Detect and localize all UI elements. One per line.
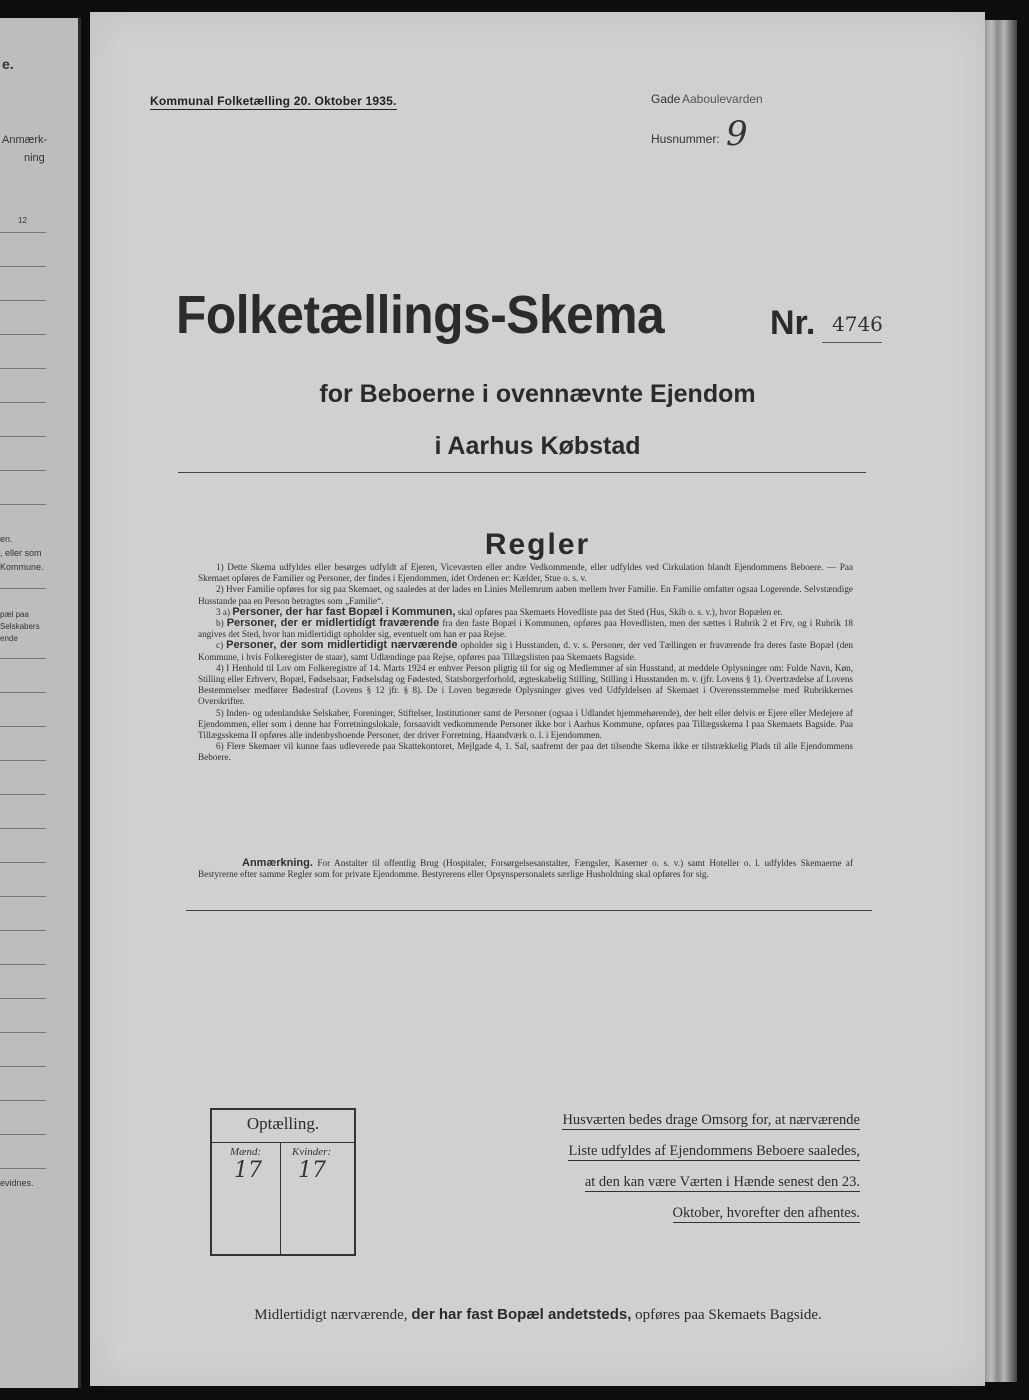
left-page-fragment: Anmærk-	[2, 134, 48, 146]
instruction-line: Liste udfyldes af Ejendommens Beboere saaledes,	[568, 1143, 860, 1159]
subtitle-line-1: for Beboerne i ovennævnte Ejendom	[319, 380, 756, 408]
instruction-line: at den kan være Værten i Hænde senest den 23.	[584, 1174, 860, 1190]
rule-4: 4) I Henhold til Lov om Folkeregistre af 14. Marts 1924 er enhver Person pligtig til for sig og Medlemmer af sin Husstand, at meddele Oplysninger om: Fulde Navn, Køn, Stilling eller Erhverv, Bopæl, Fødselsaar, Fødselsdag og Fødested, Statsborgerforhold, ægteskabelig Stilling, Stilling i Husstanden m. v. (jfr. Lovens § 1). Overtrædelse af Lovens Bestemmelser medfører Bødestraf (Lovens § 12 jfr. § 8). De i Loven begærede Oplysninger gives ved Udfyldelsen af Skemaet i Overensstemmelse med Rubrikkernes Overskrifter.	[198, 662, 853, 707]
rules-heading: Regler	[484, 528, 591, 561]
form-number-value: 4746	[832, 312, 883, 336]
left-page-fragment: 12	[18, 216, 27, 225]
left-page-fragment: en.	[0, 534, 13, 544]
rule-1: 1) Dette Skema udfyldes eller besørges udfyldt af Ejeren, Viceværten eller andre Vedkommende, eller udfyldes ved Cirkulation blandt Ejendommens Beboere. — Paa Skemaet opføres de Familier og Personer, der findes i Ejendommen, idet Ordenen er: Kælder, Stue o. s. v.	[198, 562, 853, 584]
men-count: 17	[234, 1158, 262, 1183]
rule-3a: 3 a) Personer, der har fast Bopæl i Kommunen, skal opføres paa Skemaets Hovedliste paa det Sted (Hus, Skib o. s. v.), hvor Bopælen er.	[216, 605, 783, 618]
left-page-fragment: pæl paa	[0, 610, 29, 619]
instruction-line: Husværten bedes drage Omsorg for, at nærværende	[562, 1112, 860, 1128]
divider	[186, 910, 872, 911]
form-number-label: Nr.	[770, 304, 816, 342]
rule-2: 2) Hver Familie opføres for sig paa Skemaet, og saaledes at der lades en Linies Mellemrum aaben mellem hver Familie. En Familie omfatter ogsaa Logerende. Selvstændige Husstande paa en Person betragtes som „Familie“.	[198, 584, 853, 606]
left-page-fragment: Selskabers	[0, 622, 40, 631]
divider	[178, 472, 866, 473]
form-title: Folketællings-Skema	[176, 285, 665, 345]
left-page-fragment: ende	[0, 634, 18, 643]
note-paragraph	[198, 858, 853, 880]
rule-3b: b) Personer, der er midlertidigt fraværende fra den faste Bopæl i Kommunen, opføres paa Hovedlisten, men der sættes i Rubrik 2 et Frv, og i Rubrik 18 angives det Sted, hvor han midlertidigt opholder sig, eventuelt om han er paa Rejse.	[198, 617, 854, 640]
street-value: Aaboulevarden	[682, 92, 763, 106]
women-count: 17	[298, 1158, 326, 1183]
house-number-value: 9	[726, 114, 748, 154]
note-text: For Anstalter til offentlig Brug (Hospitaler, Forsørgelsesanstalter, Fængsler, Kaserner o. s. v.) samt Hoteller o. l. udfyldes Skemaerne af Bestyrerne efter samme Regler som for private Ejendomme. Bestyrerens eller Opsynspersonalets særlige Husholdning skal opføres for sig.	[198, 858, 854, 880]
men-label: Mænd:	[230, 1146, 262, 1158]
count-box	[210, 1108, 356, 1256]
left-page-fragment: ning	[24, 152, 45, 164]
landlord-instruction	[510, 1112, 860, 1236]
rule-6: 6) Flere Skemaer vil kunne faas udleverede paa Skattekontoret, Mejlgade 4, 1. Sal, saafremt der paa det tilsendte Skema ikke er tilstrækkelig Plads til alle Ejendommens Beboere.	[198, 741, 853, 763]
left-page-fragment: evidnes.	[0, 1178, 34, 1188]
note-label: Anmærkning.	[242, 857, 313, 869]
count-title: Optælling.	[246, 1114, 320, 1133]
left-page-fragment: , eller som	[0, 548, 42, 558]
footer-note: Midlertidigt nærværende, der har fast Bopæl andetsteds, opføres paa Skemaets Bagside.	[254, 1306, 822, 1323]
rules-text	[198, 562, 853, 764]
left-facing-page	[0, 18, 81, 1388]
subtitle-line-2: i Aarhus Købstad	[434, 432, 641, 460]
page-edge-stack	[985, 20, 1017, 1382]
rule-5: 5) Inden- og udenlandske Selskaber, Foreninger, Stiftelser, Institutioner samt de Personer (ogsaa i Udlandet hjemmehørende), der helt eller delvis er Ejere eller Medejere af Ejendommen, eller som i denne har Forretningslokale, forsaavidt vedkommende Personer ikke bor i Aarhus Kommune, opføres paa Tillægsskema I paa Skemaets Bagside. Paa Tillægsskema II opføres alle indenbysboende Personer, der driver Forretning, Haandværk o. l. i Ejendommen.	[198, 707, 853, 741]
women-label: Kvinder:	[292, 1146, 332, 1158]
street-label: Gade	[651, 92, 681, 106]
house-number-label: Husnummer:	[651, 132, 720, 146]
census-form-page	[90, 12, 985, 1386]
left-page-fragment: Kommune.	[0, 562, 44, 572]
rule-3c: c) Personer, der som midlertidigt nærværende opholder sig i Husstanden, d. v. s. Personer, der ved Tællingen er fraværende fra deres faste Bopæl (den Kommune, i hvis Folkeregister de staar), samt Udlændinge paa Rejse, opføres paa Tillægslisten paa Skemaets Bagside.	[198, 639, 854, 662]
form-number-underline	[822, 342, 882, 343]
left-page-fragment: e.	[2, 56, 14, 72]
instruction-line: Oktober, hvorefter den afhentes.	[672, 1205, 860, 1221]
census-header: Kommunal Folketælling 20. Oktober 1935.	[150, 94, 397, 108]
